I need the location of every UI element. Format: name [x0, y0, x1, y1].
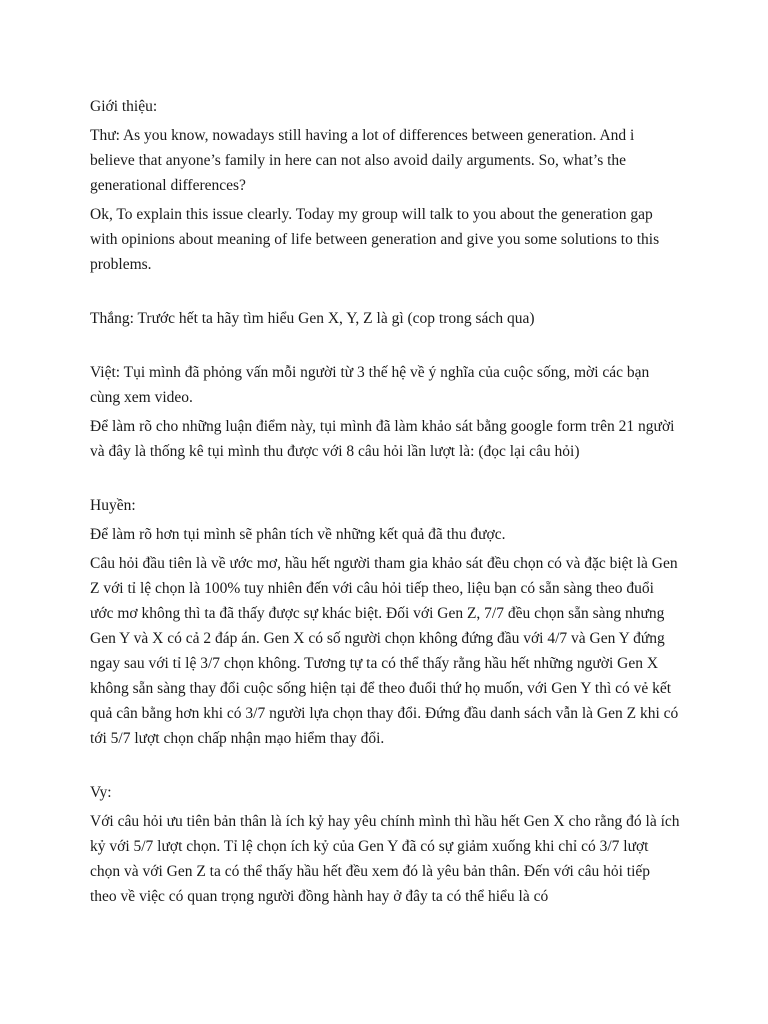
paragraph-self-love-analysis: Với câu hỏi ưu tiên bản thân là ích kỷ hay yêu chính mình thì hầu hết Gen X cho rằng đó là ích kỷ với 5/7 lượt chọn. Tỉ lệ chọn ích kỷ của Gen Y đã có sự giảm xuống khi chỉ có 3/7 lượt chọn và với Gen Z ta có thể thấy hầu hết đều xem đó là yêu bản thân. Đến với câu hỏi tiếp theo về việc có quan trọng người đồng hành hay ở đây ta có thể hiểu là có: [90, 813, 680, 905]
paragraph-thu: Thư: As you know, nowadays still having a lot of differences between generation. And i believe that anyone’s family in here can not also avoid daily arguments. So, what’s the generational differences?: [90, 127, 635, 194]
paragraph-thang: Thắng: Trước hết ta hãy tìm hiểu Gen X, Y, Z là gì (cop trong sách qua): [90, 310, 535, 327]
section-heading-huyen: Huyền:: [90, 497, 136, 514]
paragraph-survey: Để làm rõ cho những luận điểm này, tụi mình đã làm khảo sát bằng google form trên 21 người và đây là thống kê tụi mình thu được với 8 câu hỏi lần lượt là: (đọc lại câu hỏi): [90, 418, 675, 460]
document-body: [90, 94, 680, 913]
paragraph-ok: Ok, To explain this issue clearly. Today my group will talk to you about the generation gap with opinions about meaning of life between generation and give you some solutions to this problems.: [90, 206, 660, 273]
paragraph-dream-analysis: Câu hỏi đầu tiên là về ước mơ, hầu hết người tham gia khảo sát đều chọn có và đặc biệt là Gen Z với tỉ lệ chọn là 100% tuy nhiên đến với câu hỏi tiếp theo, liệu bạn có sẵn sàng theo đuổi ước mơ không thì ta đã thấy được sự khác biệt. Đối với Gen Z, 7/7 đều chọn sẵn sàng nhưng Gen Y và X có cả 2 đáp án. Gen X có số người chọn không đứng đầu với 4/7 và Gen Y đứng ngay sau với tỉ lệ 3/7 chọn không. Tương tự ta có thể thấy rằng hầu hết những người Gen X không sẵn sàng thay đổi cuộc sống hiện tại để theo đuổi thứ họ muốn, với Gen Y thì có vẻ kết quả cân bằng hơn khi có 3/7 người lựa chọn thay đổi. Đứng đầu danh sách vẫn là Gen Z khi có tới 5/7 lượt chọn chấp nhận mạo hiểm thay đổi.: [90, 555, 679, 747]
section-heading-vy: Vy:: [90, 784, 112, 801]
paragraph-analysis-intro: Để làm rõ hơn tụi mình sẽ phân tích về những kết quả đã thu được.: [90, 526, 506, 543]
paragraph-viet: Việt: Tụi mình đã phỏng vấn mỗi người từ 3 thế hệ về ý nghĩa của cuộc sống, mời các bạn cùng xem video.: [90, 364, 650, 406]
section-heading-intro: Giới thiệu:: [90, 98, 158, 115]
